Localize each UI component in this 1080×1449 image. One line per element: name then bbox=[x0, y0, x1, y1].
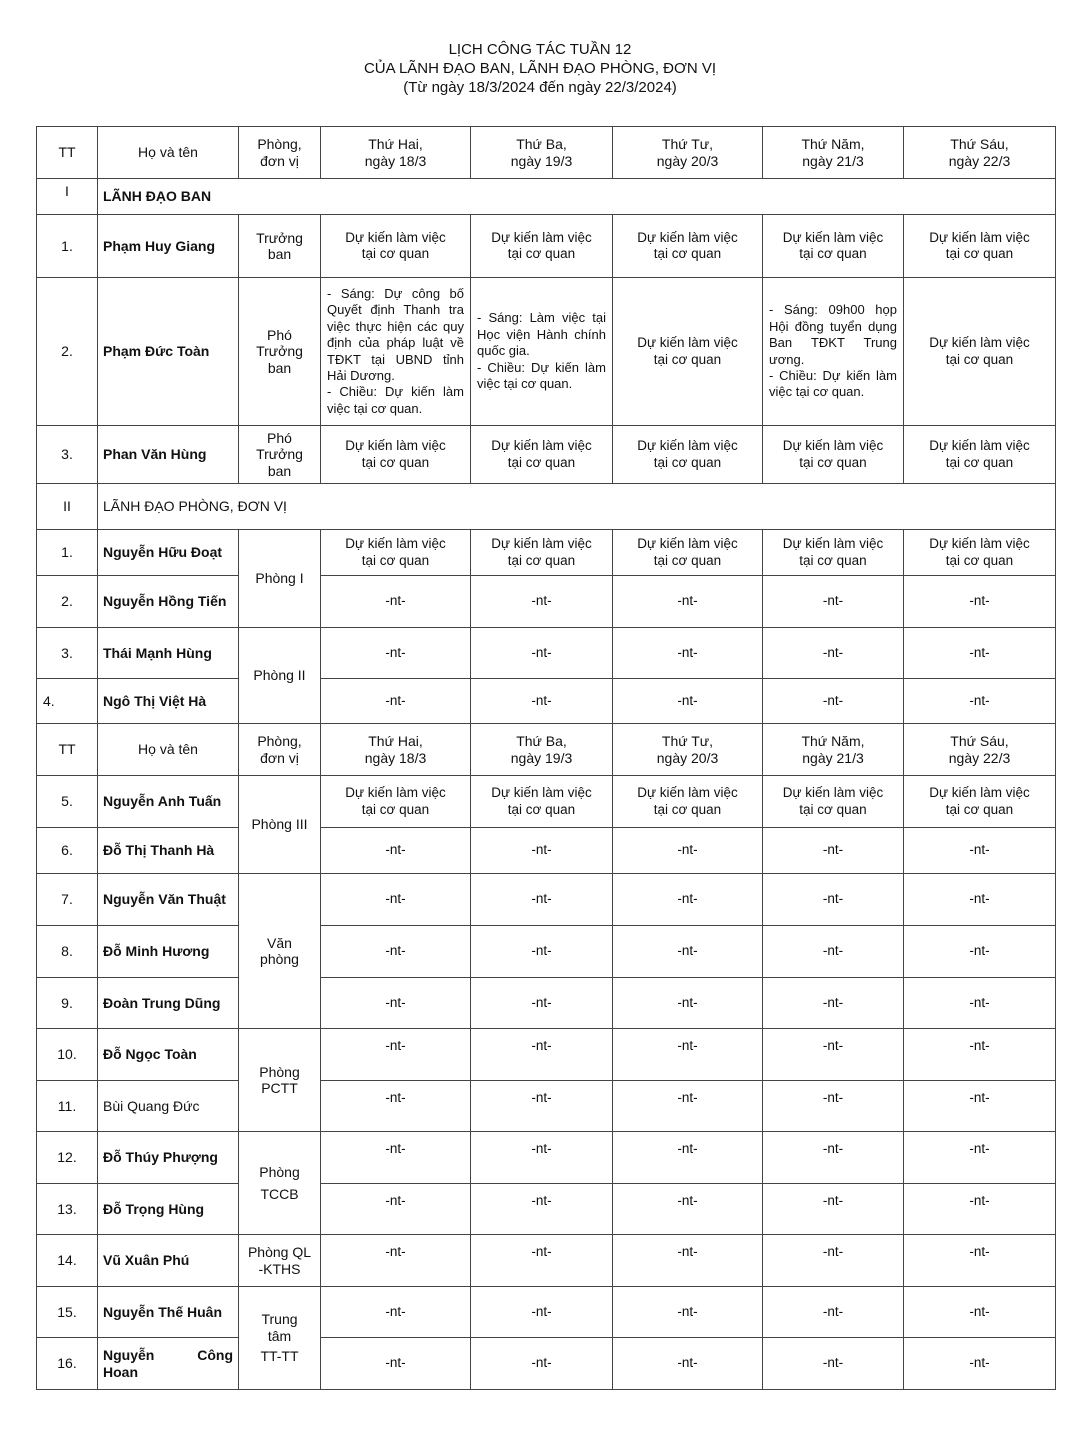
table-header-row-repeat bbox=[37, 724, 1056, 776]
schedule-cell: -nt- bbox=[763, 1338, 904, 1390]
unit-cell: Phòng II bbox=[239, 628, 321, 724]
schedule-cell: -nt- bbox=[321, 1338, 471, 1390]
schedule-cell: -nt- bbox=[904, 628, 1056, 679]
schedule-cell: -nt- bbox=[904, 978, 1056, 1029]
person-name: Đỗ Trọng Hùng bbox=[98, 1184, 239, 1235]
title-line-3: (Từ ngày 18/3/2024 đến ngày 22/3/2024) bbox=[403, 79, 677, 96]
row-number: 9. bbox=[37, 978, 98, 1029]
unit-cell: Phó Trưởng ban bbox=[239, 426, 321, 484]
table-row bbox=[37, 926, 1056, 978]
table-row bbox=[37, 628, 1056, 679]
schedule-cell: Dự kiến làm việc tại cơ quan bbox=[613, 278, 763, 426]
schedule-cell: -nt- bbox=[613, 1184, 763, 1235]
person-name: Nguyễn Hồng Tiến bbox=[98, 576, 239, 628]
schedule-cell: -nt- bbox=[763, 828, 904, 874]
schedule-cell: -nt- bbox=[904, 1287, 1056, 1338]
schedule-cell: -nt- bbox=[763, 679, 904, 724]
table-row bbox=[37, 278, 1056, 426]
person-name: Đỗ Thúy Phượng bbox=[98, 1132, 239, 1184]
schedule-cell: Dự kiến làm việc tại cơ quan bbox=[613, 426, 763, 484]
row-number: 11. bbox=[37, 1081, 98, 1132]
row-number: 6. bbox=[37, 828, 98, 874]
schedule-cell: -nt- bbox=[763, 978, 904, 1029]
table-row bbox=[37, 874, 1056, 926]
schedule-cell: Dự kiến làm việc tại cơ quan bbox=[471, 776, 613, 828]
table-row bbox=[37, 776, 1056, 828]
header-name: Họ và tên bbox=[98, 724, 239, 776]
person-name: Vũ Xuân Phú bbox=[98, 1235, 239, 1287]
person-name: Bùi Quang Đức bbox=[98, 1081, 239, 1132]
header-tt: TT bbox=[37, 724, 98, 776]
schedule-cell: -nt- bbox=[904, 679, 1056, 724]
schedule-cell: -nt- bbox=[613, 576, 763, 628]
schedule-cell: -nt- bbox=[904, 576, 1056, 628]
schedule-cell: Dự kiến làm việc tại cơ quan bbox=[904, 776, 1056, 828]
section-row-departments bbox=[37, 484, 1056, 530]
row-number: 2. bbox=[37, 576, 98, 628]
schedule-cell: -nt- bbox=[613, 874, 763, 926]
schedule-cell: Dự kiến làm việc tại cơ quan bbox=[613, 776, 763, 828]
row-number: 15. bbox=[37, 1287, 98, 1338]
header-tuesday: Thứ Ba, ngày 19/3 bbox=[471, 127, 613, 179]
schedule-cell: -nt- bbox=[471, 576, 613, 628]
schedule-cell: -nt- bbox=[904, 1081, 1056, 1132]
schedule-cell: -nt- bbox=[321, 926, 471, 978]
schedule-cell: -nt- bbox=[471, 1132, 613, 1184]
schedule-cell: -nt- bbox=[471, 978, 613, 1029]
row-number: 3. bbox=[37, 628, 98, 679]
header-thursday: Thứ Năm, ngày 21/3 bbox=[763, 724, 904, 776]
schedule-cell: -nt- bbox=[321, 828, 471, 874]
schedule-cell: -nt- bbox=[763, 628, 904, 679]
schedule-cell: -nt- bbox=[471, 874, 613, 926]
table-row bbox=[37, 1081, 1056, 1132]
table-row bbox=[37, 978, 1056, 1029]
schedule-cell: Dự kiến làm việc tại cơ quan bbox=[904, 530, 1056, 576]
schedule-cell: -nt- bbox=[904, 1338, 1056, 1390]
schedule-cell: -nt- bbox=[471, 1235, 613, 1287]
schedule-cell: Dự kiến làm việc tại cơ quan bbox=[613, 530, 763, 576]
person-name: Phạm Huy Giang bbox=[98, 215, 239, 278]
row-number: 8. bbox=[37, 926, 98, 978]
row-number: 10. bbox=[37, 1029, 98, 1081]
schedule-cell: -nt- bbox=[471, 1338, 613, 1390]
header-friday: Thứ Sáu, ngày 22/3 bbox=[904, 724, 1056, 776]
schedule-cell: -nt- bbox=[471, 679, 613, 724]
schedule-cell: -nt- bbox=[613, 1338, 763, 1390]
schedule-cell: -nt- bbox=[763, 1235, 904, 1287]
unit-cell: Phòng QL -KTHS bbox=[239, 1235, 321, 1287]
schedule-cell: Dự kiến làm việc tại cơ quan bbox=[763, 530, 904, 576]
person-name: Nguyễn Thế Huân bbox=[98, 1287, 239, 1338]
section-number: II bbox=[37, 484, 98, 530]
schedule-cell: -nt- bbox=[904, 874, 1056, 926]
schedule-cell: -nt- bbox=[471, 1081, 613, 1132]
schedule-cell: -nt- bbox=[321, 1132, 471, 1184]
schedule-cell: Dự kiến làm việc tại cơ quan bbox=[321, 530, 471, 576]
schedule-cell: -nt- bbox=[471, 628, 613, 679]
table-row bbox=[37, 1184, 1056, 1235]
schedule-cell: -nt- bbox=[763, 926, 904, 978]
table-header-row bbox=[37, 127, 1056, 179]
header-thursday: Thứ Năm, ngày 21/3 bbox=[763, 127, 904, 179]
table-row bbox=[37, 679, 1056, 724]
schedule-cell: -nt- bbox=[321, 1029, 471, 1081]
person-name: Đỗ Minh Hương bbox=[98, 926, 239, 978]
schedule-cell: -nt- bbox=[321, 1184, 471, 1235]
table-row bbox=[37, 215, 1056, 278]
schedule-cell: Dự kiến làm việc tại cơ quan bbox=[321, 215, 471, 278]
schedule-cell: -nt- bbox=[613, 978, 763, 1029]
person-name: Phan Văn Hùng bbox=[98, 426, 239, 484]
header-monday: Thứ Hai, ngày 18/3 bbox=[321, 724, 471, 776]
schedule-cell: Dự kiến làm việc tại cơ quan bbox=[321, 426, 471, 484]
schedule-cell: Dự kiến làm việc tại cơ quan bbox=[904, 215, 1056, 278]
schedule-cell-detailed: - Sáng: Làm việc tại Học viện Hành chính quốc gia. - Chiều: Dự kiến làm việc tại cơ quan. bbox=[471, 278, 613, 426]
table-row bbox=[37, 530, 1056, 576]
header-wednesday: Thứ Tư, ngày 20/3 bbox=[613, 127, 763, 179]
section-title: LÃNH ĐẠO PHÒNG, ĐƠN VỊ bbox=[98, 484, 1056, 530]
table-row bbox=[37, 828, 1056, 874]
schedule-cell: -nt- bbox=[321, 874, 471, 926]
schedule-cell: -nt- bbox=[763, 874, 904, 926]
person-name: Đỗ Thị Thanh Hà bbox=[98, 828, 239, 874]
schedule-cell: -nt- bbox=[613, 1287, 763, 1338]
schedule-cell: -nt- bbox=[904, 828, 1056, 874]
schedule-cell: -nt- bbox=[904, 926, 1056, 978]
schedule-cell: Dự kiến làm việc tại cơ quan bbox=[613, 215, 763, 278]
schedule-cell: -nt- bbox=[613, 926, 763, 978]
row-number: 16. bbox=[37, 1338, 98, 1390]
row-number: 2. bbox=[37, 278, 98, 426]
schedule-cell: -nt- bbox=[763, 1132, 904, 1184]
header-tt: TT bbox=[37, 127, 98, 179]
header-unit: Phòng, đơn vị bbox=[239, 127, 321, 179]
unit-cell: Văn phòng bbox=[239, 874, 321, 1029]
row-number: 5. bbox=[37, 776, 98, 828]
person-name: Nguyễn Hữu Đoạt bbox=[98, 530, 239, 576]
row-number: 14. bbox=[37, 1235, 98, 1287]
schedule-cell: -nt- bbox=[321, 576, 471, 628]
row-number: 4. bbox=[37, 679, 98, 724]
row-number: 1. bbox=[37, 530, 98, 576]
title-line-1: LỊCH CÔNG TÁC TUẦN 12 bbox=[448, 41, 632, 58]
unit-cell: Phòng TCCB bbox=[239, 1132, 321, 1235]
schedule-cell: -nt- bbox=[613, 1029, 763, 1081]
table-row bbox=[37, 1338, 1056, 1390]
header-unit: Phòng, đơn vị bbox=[239, 724, 321, 776]
schedule-cell: Dự kiến làm việc tại cơ quan bbox=[471, 215, 613, 278]
schedule-table bbox=[36, 126, 1056, 1390]
schedule-cell: -nt- bbox=[763, 1029, 904, 1081]
schedule-cell: Dự kiến làm việc tại cơ quan bbox=[904, 426, 1056, 484]
table-row bbox=[37, 1132, 1056, 1184]
schedule-cell-detailed: - Sáng: Dự công bố Quyết định Thanh tra việc thực hiện các quy định của pháp luật về TĐKT tại UBND tỉnh Hải Dương. - Chiều: Dự kiến làm việc tại cơ quan. bbox=[321, 278, 471, 426]
schedule-cell: -nt- bbox=[321, 1081, 471, 1132]
unit-cell: Phòng I bbox=[239, 530, 321, 628]
schedule-cell: -nt- bbox=[763, 1081, 904, 1132]
header-wednesday: Thứ Tư, ngày 20/3 bbox=[613, 724, 763, 776]
title-line-2: CỦA LÃNH ĐẠO BAN, LÃNH ĐẠO PHÒNG, ĐƠN VỊ bbox=[363, 60, 717, 77]
schedule-cell: -nt- bbox=[613, 628, 763, 679]
schedule-cell: -nt- bbox=[321, 628, 471, 679]
schedule-cell: Dự kiến làm việc tại cơ quan bbox=[763, 215, 904, 278]
schedule-cell: -nt- bbox=[471, 828, 613, 874]
schedule-cell: Dự kiến làm việc tại cơ quan bbox=[763, 776, 904, 828]
person-name: Nguyễn Văn Thuật bbox=[98, 874, 239, 926]
person-name: Ngô Thị Việt Hà bbox=[98, 679, 239, 724]
section-row-leadership bbox=[37, 179, 1056, 215]
header-name: Họ và tên bbox=[98, 127, 239, 179]
unit-cell: Phòng III bbox=[239, 776, 321, 874]
schedule-cell: -nt- bbox=[471, 1184, 613, 1235]
row-number: 7. bbox=[37, 874, 98, 926]
schedule-cell: -nt- bbox=[763, 1184, 904, 1235]
row-number: 13. bbox=[37, 1184, 98, 1235]
schedule-cell: -nt- bbox=[321, 1287, 471, 1338]
schedule-cell: -nt- bbox=[763, 576, 904, 628]
header-monday: Thứ Hai, ngày 18/3 bbox=[321, 127, 471, 179]
header-friday: Thứ Sáu, ngày 22/3 bbox=[904, 127, 1056, 179]
schedule-cell: -nt- bbox=[321, 1235, 471, 1287]
table-row bbox=[37, 426, 1056, 484]
unit-cell: Phòng PCTT bbox=[239, 1029, 321, 1132]
document-header bbox=[0, 40, 1080, 97]
section-number: I bbox=[37, 179, 98, 215]
row-number: 3. bbox=[37, 426, 98, 484]
table-row bbox=[37, 1029, 1056, 1081]
schedule-cell: -nt- bbox=[763, 1287, 904, 1338]
schedule-cell-detailed: - Sáng: 09h00 họp Hội đồng tuyển dụng Ban TĐKT Trung ương. - Chiều: Dự kiến làm việc tại cơ quan. bbox=[763, 278, 904, 426]
schedule-cell: -nt- bbox=[471, 1029, 613, 1081]
schedule-cell: -nt- bbox=[904, 1235, 1056, 1287]
schedule-cell: -nt- bbox=[613, 1235, 763, 1287]
schedule-cell: -nt- bbox=[321, 978, 471, 1029]
person-name: Đỗ Ngọc Toàn bbox=[98, 1029, 239, 1081]
section-title: LÃNH ĐẠO BAN bbox=[98, 179, 1056, 215]
schedule-cell: -nt- bbox=[471, 926, 613, 978]
schedule-cell: -nt- bbox=[613, 1132, 763, 1184]
schedule-cell: Dự kiến làm việc tại cơ quan bbox=[471, 530, 613, 576]
row-number: 12. bbox=[37, 1132, 98, 1184]
row-number: 1. bbox=[37, 215, 98, 278]
unit-cell: Trung tâm TT-TT bbox=[239, 1287, 321, 1390]
schedule-cell: -nt- bbox=[471, 1287, 613, 1338]
schedule-cell: -nt- bbox=[613, 679, 763, 724]
person-name: Nguyễn Công Hoan bbox=[98, 1338, 239, 1390]
schedule-cell: -nt- bbox=[321, 679, 471, 724]
unit-cell: Trưởng ban bbox=[239, 215, 321, 278]
person-name: Phạm Đức Toàn bbox=[98, 278, 239, 426]
schedule-cell: -nt- bbox=[904, 1184, 1056, 1235]
schedule-cell: -nt- bbox=[613, 828, 763, 874]
person-name: Thái Mạnh Hùng bbox=[98, 628, 239, 679]
person-name: Nguyễn Anh Tuấn bbox=[98, 776, 239, 828]
schedule-cell: -nt- bbox=[904, 1132, 1056, 1184]
header-tuesday: Thứ Ba, ngày 19/3 bbox=[471, 724, 613, 776]
table-row bbox=[37, 576, 1056, 628]
schedule-cell: -nt- bbox=[904, 1029, 1056, 1081]
table-row bbox=[37, 1235, 1056, 1287]
schedule-cell: Dự kiến làm việc tại cơ quan bbox=[321, 776, 471, 828]
unit-cell: Phó Trưởng ban bbox=[239, 278, 321, 426]
schedule-cell: Dự kiến làm việc tại cơ quan bbox=[763, 426, 904, 484]
schedule-cell: Dự kiến làm việc tại cơ quan bbox=[904, 278, 1056, 426]
schedule-cell: -nt- bbox=[613, 1081, 763, 1132]
schedule-cell: Dự kiến làm việc tại cơ quan bbox=[471, 426, 613, 484]
person-name: Đoàn Trung Dũng bbox=[98, 978, 239, 1029]
table-row bbox=[37, 1287, 1056, 1338]
